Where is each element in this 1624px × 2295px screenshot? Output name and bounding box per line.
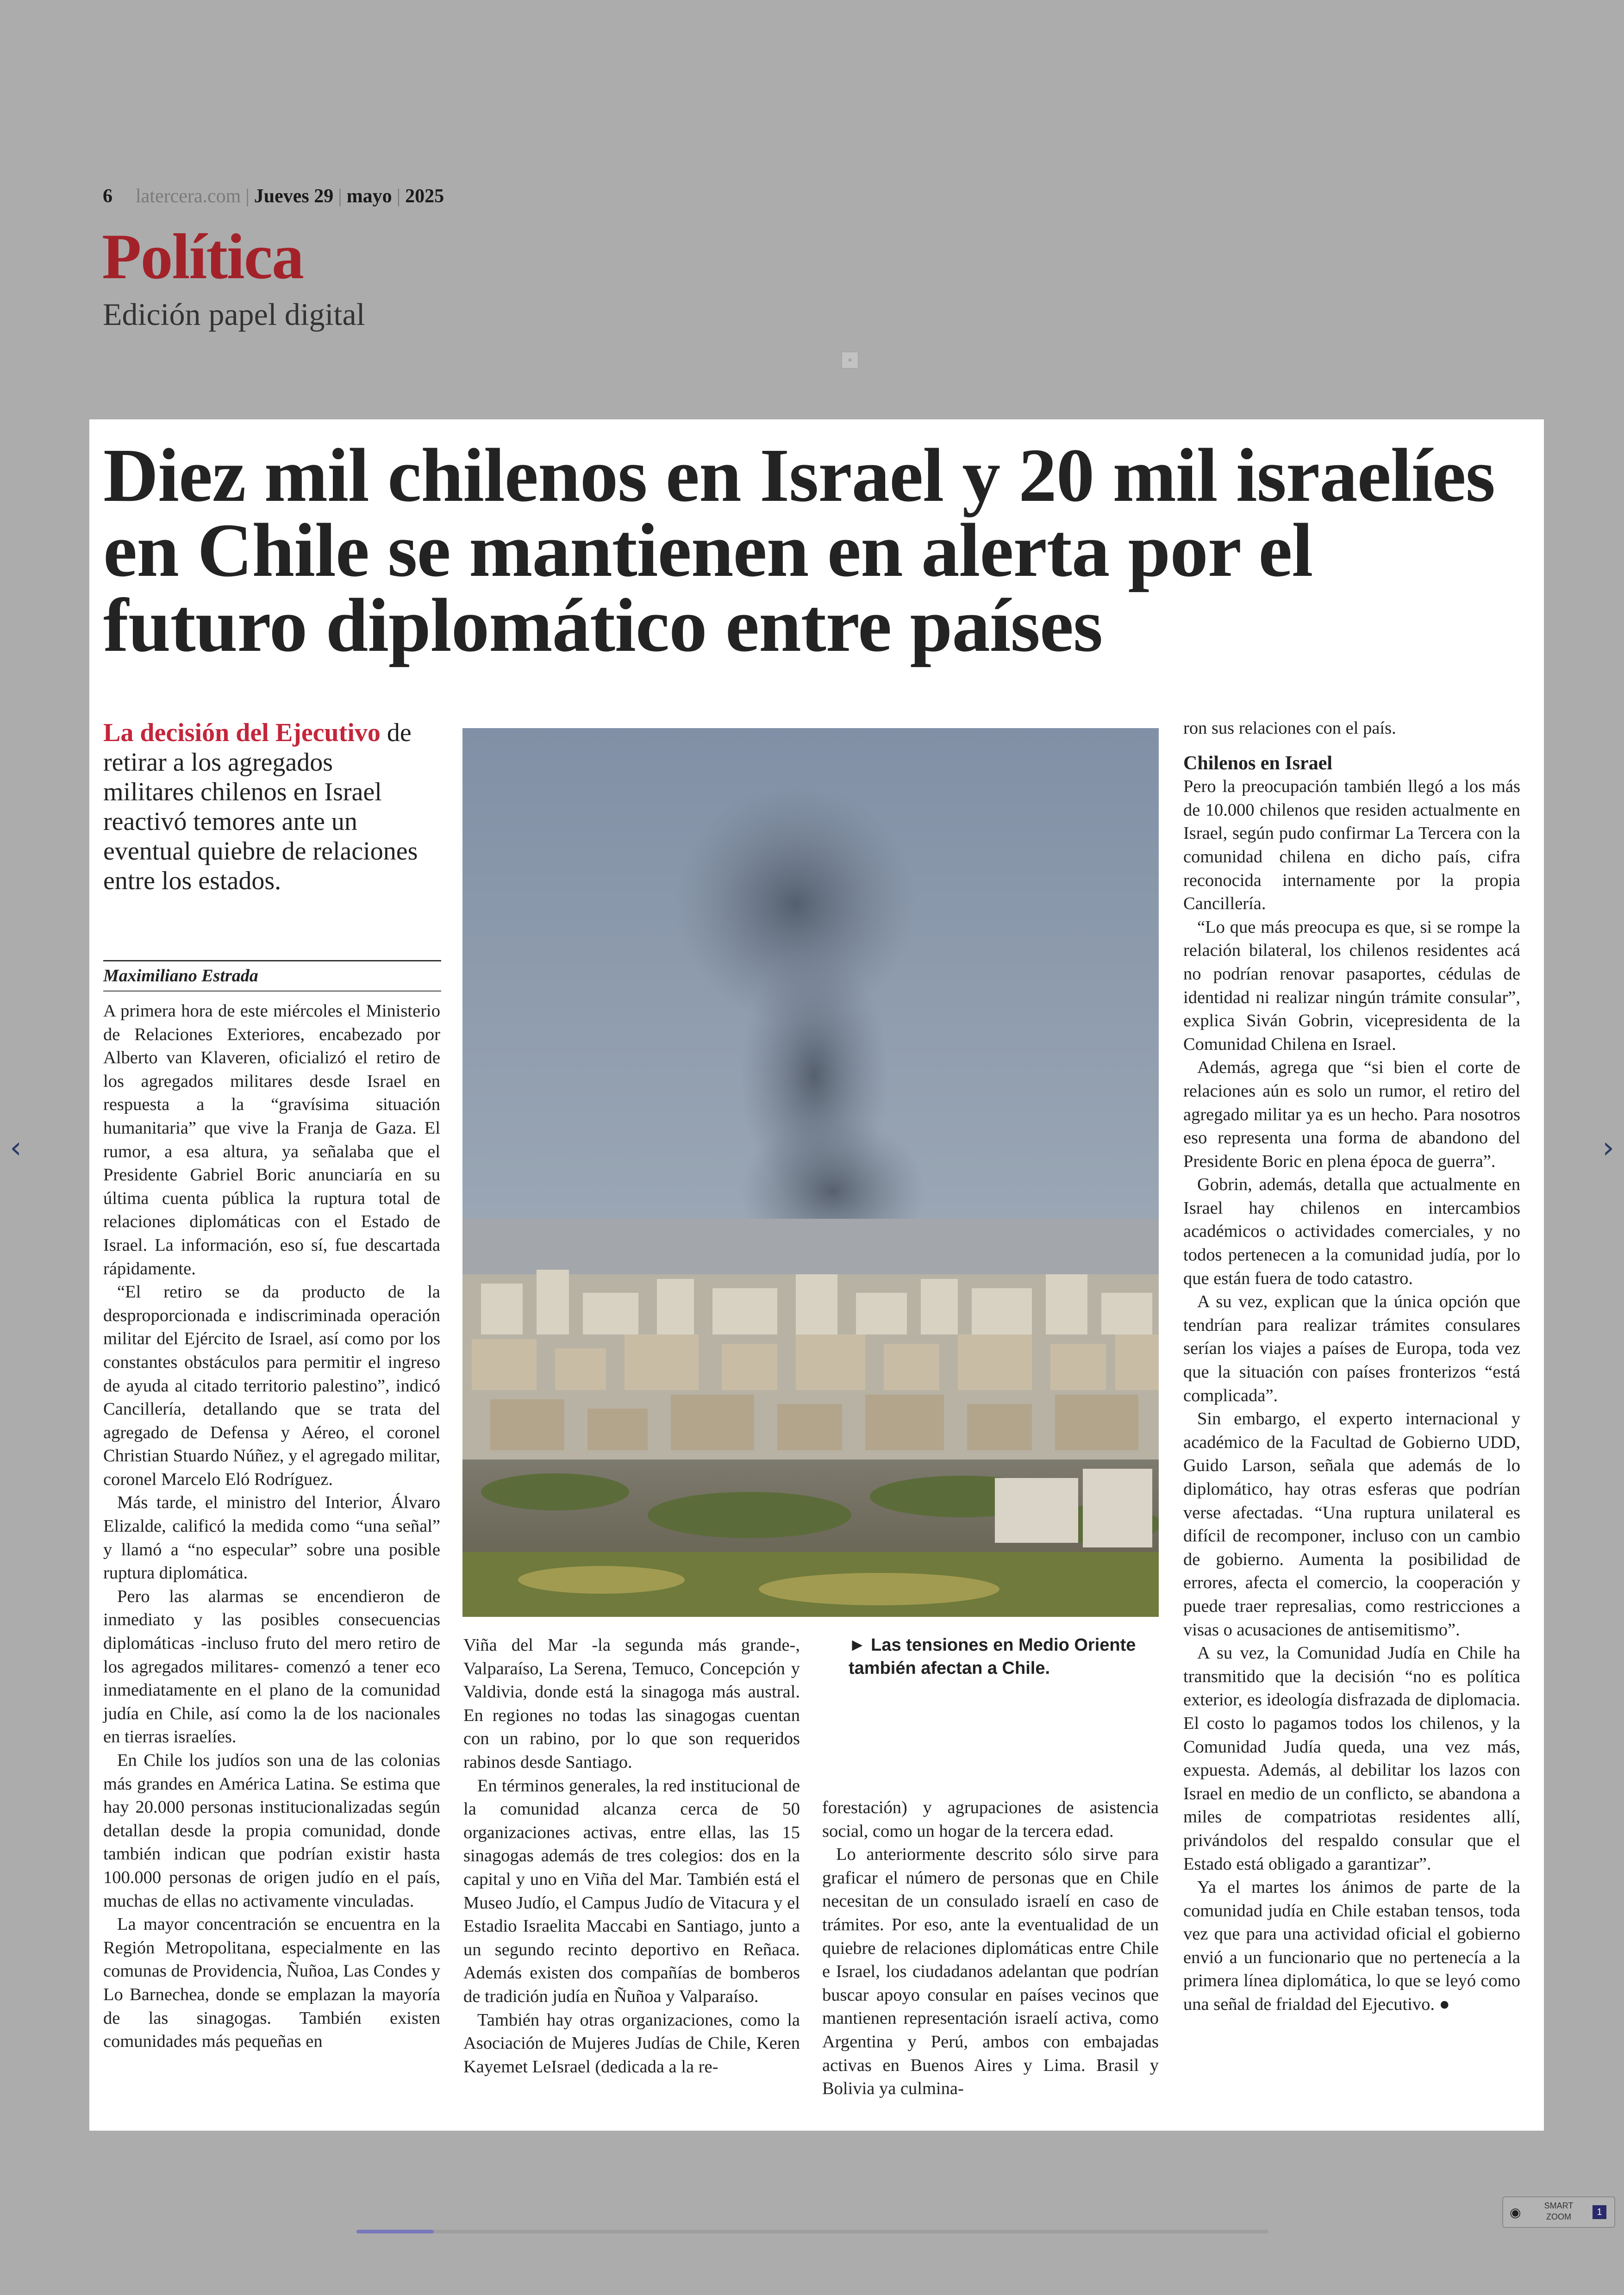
newspaper-page [89,419,1544,2131]
paragraph: A primera hora de este miércoles el Ministerio de Relaciones Exteriores, encabezado por Alberto van Klaveren, oficializó el retiro de los agregados militares desde Israel en respuesta a la “gravísima situación humanitaria” que vive la Franja de Gaza. El rumor, a esa altura, ya señalaba que el Presidente Gabriel Boric anunciaría en su última cuenta pública la ruptura total de relaciones diplomáticas con el Estado de Israel. La información, eso sí, fue descartada rápidamente. [103,1001,440,1278]
issue-year: 2025 [405,186,444,207]
article-author: Maximiliano Estrada [103,966,258,985]
paragraph: forestación) y agrupaciones de asistencia social, como un hogar de la tercera edad. [822,1798,1159,1841]
paragraph: “El retiro se da producto de la desproporcionada e indiscriminada operación militar del Ejército de Israel, así como por los constantes obstáculos para permitir el ingreso de ayuda al citado territorio palestino”, indicó Cancillería, detallando que se trata del agregado de Defensa y Aéreo, el coronel Christian Stuardo Núñez, y el agregado militar, coronel Marcelo Eló Rodríguez. [103,1282,440,1489]
eye-icon: ◉ [1510,2205,1521,2220]
article-column-3 [822,1796,1159,2101]
article-column-4 [1183,717,1520,2016]
header-line: 6 latercera.com | Jueves 29 | mayo | 2025 [103,186,444,207]
article-column-1 [103,999,440,2053]
paragraph: En Chile los judíos son una de las colonias más grandes en América Latina. Se estima que hay 20.000 personas institucionalizadas según detallan desde la propia comunidad, donde también indican que podrían existir hasta 100.000 personas de origen judío en el país, muchas de ellas no activamente vinculadas. [103,1751,440,1911]
paragraph: Viña del Mar -la segunda más grande-, Valparaíso, La Serena, Temuco, Concepción y Valdivia, donde está la sinagoga más austral. En regiones no todas las sinagogas cuentan con un rabino, por lo que son requeridos rabinos desde Santiago. [463,1635,800,1772]
paragraph: En términos generales, la red institucional de la comunidad alcanza cerca de 50 organizaciones activas, entre ellas, las 15 sinagogas además de tres colegios: dos en la capital y uno en Viña del Mar. También está el Museo Judío, el Campus Judío de Vitacura y el Estadio Israelita Maccabi en Santiago, junto a un segundo recinto deportivo en Reñaca. Además existen dos compañías de bomberos de tradición judía en Ñuñoa y Valparaíso. [463,1776,800,2006]
page-count-badge: 1 [1593,2205,1606,2219]
photo-caption: ► Las tensiones en Medio Oriente también afectan a Chile. [849,1635,1136,1678]
paragraph: Más tarde, el ministro del Interior, Álvaro Elizalde, calificó la medida como “una señal” y llamó a “no especular” sobre una posible ruptura diplomática. [103,1493,440,1583]
paragraph: La mayor concentración se encuentra en la Región Metropolitana, especialmente en las comunas de Providencia, Ñuñoa, Las Condes y Lo Barnechea, donde se emplazan la mayoría de las sinagogas. También existen comunidades más pequeñas en [103,1915,440,2052]
paragraph: Lo anteriormente descrito sólo sirve para graficar el número de personas que en Chile necesitan de un consulado israelí en caso de trámites. Por eso, ante la eventualidad de un quiebre de relaciones diplomáticas entre Chile e Israel, los ciudadanos adelantan que podrían buscar apoyo consular en países vecinos que mantienen representación israelí activa, como Argentina y Perú, ambos con embajadas activas en Buenos Aires y Lima. Brasil y Bolivia ya culmina- [822,1845,1159,2099]
paragraph: Ya el martes los ánimos de parte de la comunidad judía en Chile estaban tensos, toda vez que para una actividad oficial el gobierno envió a un funcionario que no pertenecía a la primera línea diplomática, lo que se leyó como una señal de frialdad del Ejecutivo. ● [1183,1877,1520,2014]
author-rule-bottom [103,991,441,992]
article-deck [103,718,427,896]
site-name: latercera.com [136,186,241,207]
paragraph: Además, agrega que “si bien el corte de relaciones aún es solo un rumor, el retiro del agregado militar ya es un hecho. Para nosotros eso representa una forma de abandono del Presidente Boric en plena época de guerra”. [1183,1058,1520,1171]
issue-day: Jueves 29 [254,186,334,207]
article-column-2 [463,1634,800,2078]
paragraph: A su vez, explican que la única opción que tendrían para realizar trámites consulares serían los viajes a países de Europa, toda vez que la situación con países fronterizos “está complicada”. [1183,1292,1520,1405]
paragraph: También hay otras organizaciones, como la Asociación de Mujeres Judías de Chile, Keren Kayemet LeIsrael (dedicada a la re- [463,2010,800,2077]
subheading: Chilenos en Israel [1183,752,1333,774]
page-number: 6 [103,186,112,207]
author-rule-top [103,960,441,961]
issue-month: mayo [346,186,392,207]
paragraph: Gobrin, además, detalla que actualmente en Israel hay chilenos en intercambios académicos o actividades comerciales, y no todos pertenecen a la comunidad judía, por lo que están fuera de todo catastro. [1183,1175,1520,1288]
paragraph: ron sus relaciones con el país. [1183,718,1396,738]
deck-text: de retirar a los agregados militares chilenos en Israel reactivó temores ante un eventual quiebre de relaciones entre los estados. [103,718,418,895]
paragraph: Pero las alarmas se encendieron de inmediato y las posibles consecuencias diplomáticas -incluso fruto del mero retiro de los agregados militares- comenzó a tener eco inmediatamente en el plano de la comunidad judía en Chile, así como la de los nacionales en tierras israelíes. [103,1586,440,1747]
page-progress-fill [356,2230,434,2233]
paragraph: Pero la preocupación también llegó a los más de 10.000 chilenos que residen actualmente en Israel, según pudo confirmar La Tercera con la comunidad chilena en dicho país, cifra reconocida internamente por la propia Cancillería. [1183,777,1520,914]
section-title: Política [102,221,303,293]
next-page-icon[interactable]: › [1602,1131,1614,1165]
paragraph: A su vez, la Comunidad Judía en Chile ha transmitido que la decisión “no es política exterior, es ideología disfrazada de diplomacia. El costo lo pagamos todos los chilenos, y la Comunidad Judía queda, una vez más, expuesta. Además, al debilitar los lazos con Israel en medio de un conflicto, se abandona a miles de compatriotas residentes allí, privándolos del respaldo consular que el Estado está obligado a garantizar”. [1183,1643,1520,1874]
smart-zoom-button[interactable] [1502,2196,1615,2228]
edition-label: Edición papel digital [103,297,365,332]
page-progress-bar[interactable] [356,2230,1268,2233]
paragraph: “Lo que más preocupa es que, si se rompe la relación bilateral, los chilenos residentes acá no podrían renovar pasaportes, cédulas de identidad ni realizar ningún trámite consular”, explica Siván Gobrin, vicepresidenta de la Comunidad Chilena en Israel. [1183,917,1520,1054]
article-photo [462,728,1159,1617]
page-thumb-icon[interactable]: ▫ [842,352,858,368]
prev-page-icon[interactable]: ‹ [10,1131,22,1165]
deck-lead: La decisión del Ejecutivo [103,718,381,747]
smart-zoom-label: SMART ZOOM [1544,2201,1574,2221]
paragraph: Sin embargo, el experto internacional y académico de la Facultad de Gobierno UDD, Guido Larson, señala que además de lo diplomático, hay otras esferas que podrían verse afectadas. “Una ruptura unilateral es difícil de recomponer, incluso con un cambio de gobierno. Aumenta la posibilidad de errores, afecta el comercio, la cooperación y puede traer represalias, como restricciones a visas o acusaciones de antisemitismo”. [1183,1409,1520,1640]
article-headline: Diez mil chilenos en Israel y 20 mil israelíes en Chile se mantienen en alerta por el futuro diplomático entre países [103,433,1495,667]
